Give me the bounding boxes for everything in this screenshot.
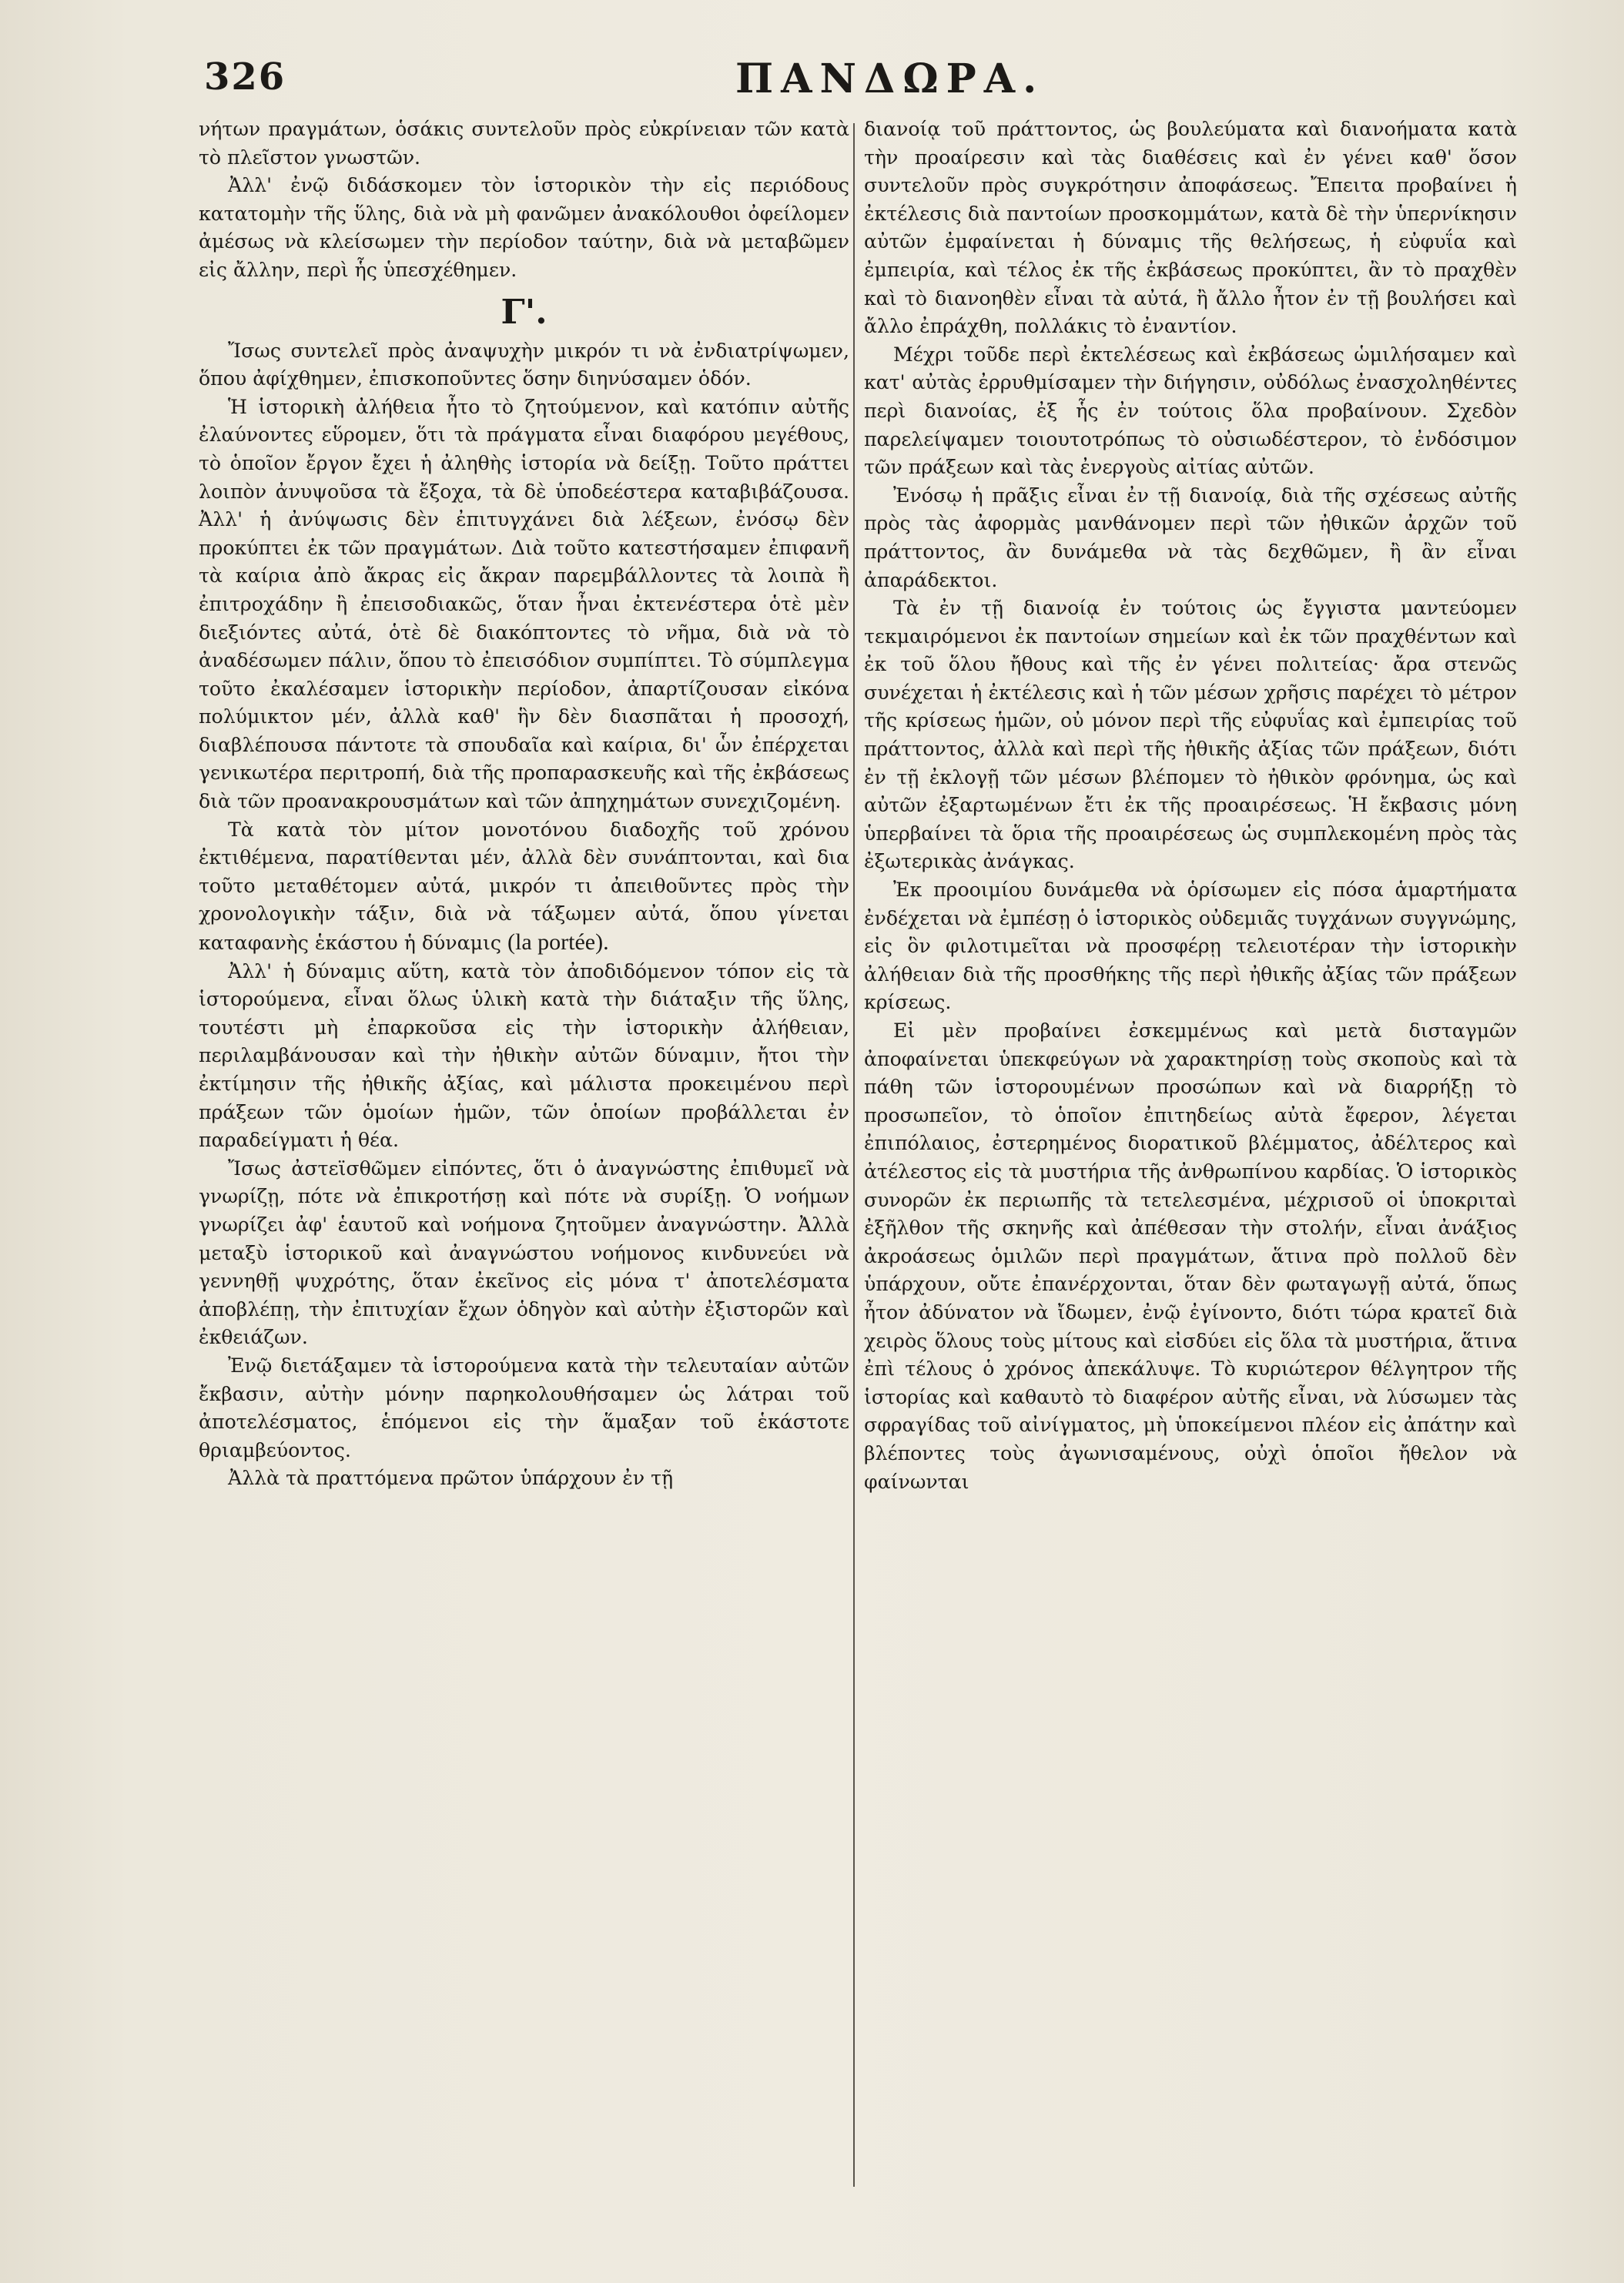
- paragraph-text: Τὰ κατὰ τὸν μίτον μονοτόνου διαδοχῆς τοῦ χρόνου ἐκτιθέμενα, παρατίθενται μέν, ἀλλὰ δὲν συνάπτονται, καὶ δια τοῦτο μεταθέτομεν αὐτά, μικρόν τι ἀπειθοῦντες πρὸς τὴν χρονολογικὴν τάξιν, διὰ νὰ τάξωμεν αὐτά, ὅπου γίνεται καταφανὴς ἑκάστου ἡ δύναμις: [199, 818, 849, 955]
- paragraph: Ἐνῷ διετάξαμεν τὰ ἱστορούμενα κατὰ τὴν τελευταίαν αὐτῶν ἔκβασιν, αὐτὴν μόνην παρηκολουθήσαμεν ὡς λάτραι τοῦ ἀποτελέσματος, ἑπόμενοι εἰς τὴν ἅμαξαν τοῦ ἑκάστοτε θριαμβεύοντος.: [199, 1354, 849, 1461]
- paragraph: Εἰ μὲν προβαίνει ἐσκεμμένως καὶ μετὰ δισταγμῶν ἀποφαίνεται ὑπεκφεύγων νὰ χαρακτηρίσῃ τοὺς σκοποὺς καὶ τὰ πάθη τῶν ἱστορουμένων προσώπων καὶ νὰ διαρρήξῃ τὸ προσωπεῖον, τὸ ὁποῖον ἐπιτηδείως αὐτὰ ἔφερον, λέγεται ἐπιπόλαιος, ἐστερημένος διορατικοῦ βλέμματος, ἀδέλτερος καὶ ἀτέλεστος εἰς τὰ μυστήρια τῆς ἀνθρωπίνου καρδίας. Ὁ ἱστορικὸς συνορῶν ἐκ περιωπῆς τὰ τετελεσμένα, μέχρισοῦ οἱ ὑποκριταὶ ἐξῆλθον τῆς σκηνῆς καὶ ἀπέθεσαν τὴν στολήν, εἶναι ἀνάξιος ἀκροάσεως ὁμιλῶν περὶ πραγμάτων, ἅτινα πρὸ πολλοῦ δὲν ὑπάρχουν, οὔτε ἐπανέρχονται, ὅταν δὲν φωταγωγῇ αὐτά, ὅπως ἦτον ἀδύνατον νὰ ἴδωμεν, ἐνῷ ἐγίνοντο, διότι τώρα κρατεῖ διὰ χειρὸς ὅλους τοὺς μίτους καὶ εἰσδύει εἰς ὅλα τὰ μυστήρια, ἅτινα ἐπὶ τέλους ὁ χρόνος ἀπεκάλυψε. Τὸ κυριώτερον θέλγητρον τῆς ἱστορίας καὶ καθαυτὸ τὸ διαφέρον αὐτῆς εἶναι, νὰ λύσωμεν τὰς σφραγίδας τοῦ αἰνίγματος, μὴ ὑποκείμενοι πλέον εἰς ἀπάτην καὶ βλέποντες τοὺς ἀγωνισαμένους, οὐχὶ ὁποῖοι ἤθελον νὰ φαίνωνται: [864, 1019, 1517, 1493]
- paragraph: Ἐνόσῳ ἡ πρᾶξις εἶναι ἐν τῇ διανοίᾳ, διὰ τῆς σχέσεως αὐτῆς πρὸς τὰς ἀφορμὰς μανθάνομεν περὶ τῶν ἠθικῶν ἀρχῶν τοῦ πράττοντος, ἂν δυνάμεθα νὰ τὰς δεχθῶμεν, ἢ ἂν εἶναι ἀπαράδεκτοι.: [864, 484, 1517, 591]
- paragraph: νήτων πραγμάτων, ὁσάκις συντελοῦν πρὸς εὐκρίνειαν τῶν κατὰ τὸ πλεῖστον γνωστῶν.: [199, 118, 849, 169]
- page-number: 326: [204, 55, 286, 99]
- running-title: ΠΑΝΔΩΡΑ.: [735, 55, 1045, 102]
- paragraph: Ἡ ἱστορικὴ ἀλήθεια ἦτο τὸ ζητούμενον, καὶ κατόπιν αὐτῆς ἐλαύνοντες εὕρομεν, ὅτι τὰ πράγματα εἶναι διαφόρου μεγέθους, τὸ ὁποῖον ἔργον ἔχει ἡ ἀληθὴς ἱστορία νὰ δείξῃ. Τοῦτο πράττει λοιπὸν ἀνυψοῦσα τὰ ἔξοχα, τὰ δὲ ὑποδεέστερα καταβιβάζουσα. Ἀλλ' ἡ ἀνύψωσις δὲν ἐπιτυγχάνει διὰ λέξεων, ἐνόσῳ δὲν προκύπτει ἐκ τῶν πραγμάτων. Διὰ τοῦτο κατεστήσαμεν ἐπιφανῆ τὰ καίρια ἀπὸ ἄκρας εἰς ἄκραν παρεμβάλλοντες τὰ λοιπὰ ἢ ἐπιτροχάδην ἢ ἐπεισοδιακῶς, ὅταν ἦναι ἐκτενέστερα ὁτὲ μὲν διεξιόντες αὐτά, ὁτὲ δὲ διακόπτοντες τὸ νῆμα, διὰ νὰ τὸ ἀναδέσωμεν πάλιν, ὅπου τὸ ἐπεισόδιον συμπίπτει. Τὸ σύμπλεγμα τοῦτο ἐκαλέσαμεν ἱστορικὴν περίοδον, ἀπαρτίζουσαν εἰκόνα πολύμικτον μέν, ἀλλὰ καθ' ἣν δὲν διασπᾶται ἡ προσοχή, διαβλέπουσα πάντοτε τὰ σπουδαῖα καὶ καίρια, δι' ὧν ἐπέρχεται γενικωτέρα περιτροπή, διὰ τῆς προπαρασκευῆς καὶ τῆς ἐκβάσεως διὰ τῶν προανακρουσμάτων καὶ τῶν ἀπηχημάτων συνεχιζομένη.: [199, 395, 849, 813]
- paragraph: διανοίᾳ τοῦ πράττοντος, ὡς βουλεύματα καὶ διανοήματα κατὰ τὴν προαίρεσιν καὶ τὰς διαθέσεις καὶ ἐν γένει καθ' ὅσον συντελοῦν πρὸς συγκρότησιν ἀποφάσεως. Ἔπειτα προβαίνει ἡ ἐκτέλεσις διὰ παντοίων προσκομμάτων, κατὰ δὲ τὴν ὑπερνίκησιν αὐτῶν ἐμφαίνεται ἡ δύναμις τῆς θελήσεως, ἡ εὐφυΐα καὶ ἐμπειρία, καὶ τέλος ἐκ τῆς ἐκβάσεως προκύπτει, ἂν τὸ πραχθὲν καὶ τὸ διανοηθὲν εἶναι τὰ αὐτά, ἢ ἄλλο ἦτον ἐν τῇ βουλήσει καὶ ἄλλο ἐπράχθη, πολλάκις τὸ ἐναντίον.: [864, 118, 1517, 338]
- right-column: [864, 115, 1517, 1496]
- paragraph: Ἐκ προοιμίου δυνάμεθα νὰ ὁρίσωμεν εἰς πόσα ἁμαρτήματα ἐνδέχεται νὰ ἐμπέσῃ ὁ ἱστορικὸς οὐδεμιᾶς τυγχάνων συγγνώμης, εἰς ὃν φιλοτιμεῖται νὰ προσφέρῃ τελειοτέραν τὴν ἱστορικὴν ἀλήθειαν διὰ τῆς προσθήκης τῆς περὶ ἠθικῆς ἀξίας τῶν πράξεων κρίσεως.: [864, 879, 1517, 1014]
- paragraph: Μέχρι τοῦδε περὶ ἐκτελέσεως καὶ ἐκβάσεως ὡμιλήσαμεν καὶ κατ' αὐτὰς ἐρρυθμίσαμεν τὴν διήγησιν, οὐδόλως ἐνασχοληθέντες περὶ διανοίας, ἐξ ἧς ἐν τούτοις ὅλα προβαίνουν. Σχεδὸν παρελείψαμεν τοιουτοτρόπως τὸ οὐσιωδέστερον, τὸ ἐνδόσιμον τῶν πράξεων καὶ τὰς ἐνεργοὺς αἰτίας αὐτῶν.: [864, 343, 1517, 479]
- left-column: [199, 115, 849, 1493]
- section-heading: Γ'.: [501, 292, 547, 332]
- paragraph: Ἴσως συντελεῖ πρὸς ἀναψυχὴν μικρόν τι νὰ ἐνδιατρίψωμεν, ὅπου ἀφίχθημεν, ἐπισκοποῦντες ὅσην διηνύσαμεν ὁδόν.: [199, 339, 849, 390]
- paragraph: Ἀλλ' ἐνῷ διδάσκομεν τὸν ἱστορικὸν τὴν εἰς περιόδους κατατομὴν τῆς ὕλης, διὰ νὰ μὴ φανῶμεν ἀνακόλουθοι ὀφείλομεν ἀμέσως νὰ κλείσωμεν τὴν περίοδον ταύτην, διὰ νὰ μεταβῶμεν εἰς ἄλλην, περὶ ἧς ὑπεσχέθημεν.: [199, 174, 849, 281]
- page-header: [204, 55, 1513, 109]
- paragraph: Ἴσως ἀστεϊσθῶμεν εἰπόντες, ὅτι ὁ ἀναγνώστης ἐπιθυμεῖ νὰ γνωρίζῃ, πότε νὰ ἐπικροτήσῃ καὶ πότε νὰ συρίξῃ. Ὁ νοήμων γνωρίζει ἀφ' ἑαυτοῦ καὶ νοήμονα ζητοῦμεν ἀναγνώστην. Ἀλλὰ μεταξὺ ἱστορικοῦ καὶ ἀναγνώστου νοήμονος κινδυνεύει νὰ γεννηθῇ ψυχρότης, ὅταν ἐκεῖνος εἰς μόνα τ' ἀποτελέσματα ἀποβλέπῃ, τὴν ἐπιτυχίαν ἔχων ὁδηγὸν καὶ αὐτὴν ἐξιστορῶν καὶ ἐκθειάζων.: [199, 1157, 849, 1349]
- paragraph: Ἀλλὰ τὰ πραττόμενα πρῶτον ὑπάρχουν ἐν τῇ: [228, 1467, 674, 1490]
- latin-note: (la portée).: [507, 929, 609, 956]
- paragraph: Ἀλλ' ἡ δύναμις αὕτη, κατὰ τὸν ἀποδιδόμενον τόπον εἰς τὰ ἱστορούμενα, εἶναι ὅλως ὑλικὴ κατὰ τὴν διάταξιν τῆς ὕλης, τουτέστι μὴ ἐπαρκοῦσα εἰς τὴν ἱστορικὴν ἀλήθειαν, περιλαμβάνουσαν καὶ τὴν ἠθικὴν αὐτῶν δύναμιν, ἤτοι τὴν ἐκτίμησιν τῆς ἠθικῆς ἀξίας, καὶ μάλιστα προκειμένου περὶ πράξεων τῶν ὁμοίων ἡμῶν, τῶν ὁποίων προβάλλεται ἐν παραδείγματι ἡ θέα.: [199, 959, 849, 1152]
- paragraph: Τὰ ἐν τῇ διανοίᾳ ἐν τούτοις ὡς ἔγγιστα μαντεύομεν τεκμαιρόμενοι ἐκ παντοίων σημείων καὶ ἐκ τῶν πραχθέντων καὶ ἐκ τοῦ ὅλου ἤθους καὶ τῆς ἐν γένει πολιτείας· ἄρα στενῶς συνέχεται ἡ ἐκτέλεσις καὶ ἡ τῶν μέσων χρῆσις παρέχει τὸ μέτρον τῆς κρίσεως ἡμῶν, οὐ μόνον περὶ τῆς εὐφυΐας καὶ ἐμπειρίας τοῦ πράττοντος, ἀλλὰ καὶ περὶ τῆς ἠθικῆς ἀξίας τῶν πράξεων, διότι ἐν τῇ ἐκλογῇ τῶν μέσων βλέπομεν τὸ ἠθικὸν φρόνημα, ὡς καὶ αὐτῶν ἐξαρτωμένων ἔτι ἐκ τῆς προαιρέσεως. Ἡ ἔκβασις μόνη ὑπερβαίνει τὰ ὅρια τῆς προαιρέσεως ὡς συμπλεκομένη πρὸς τὰς ἐξωτερικὰς ἀνάγκας.: [864, 597, 1517, 873]
- paragraph: [199, 816, 849, 958]
- column-divider: [853, 123, 855, 2187]
